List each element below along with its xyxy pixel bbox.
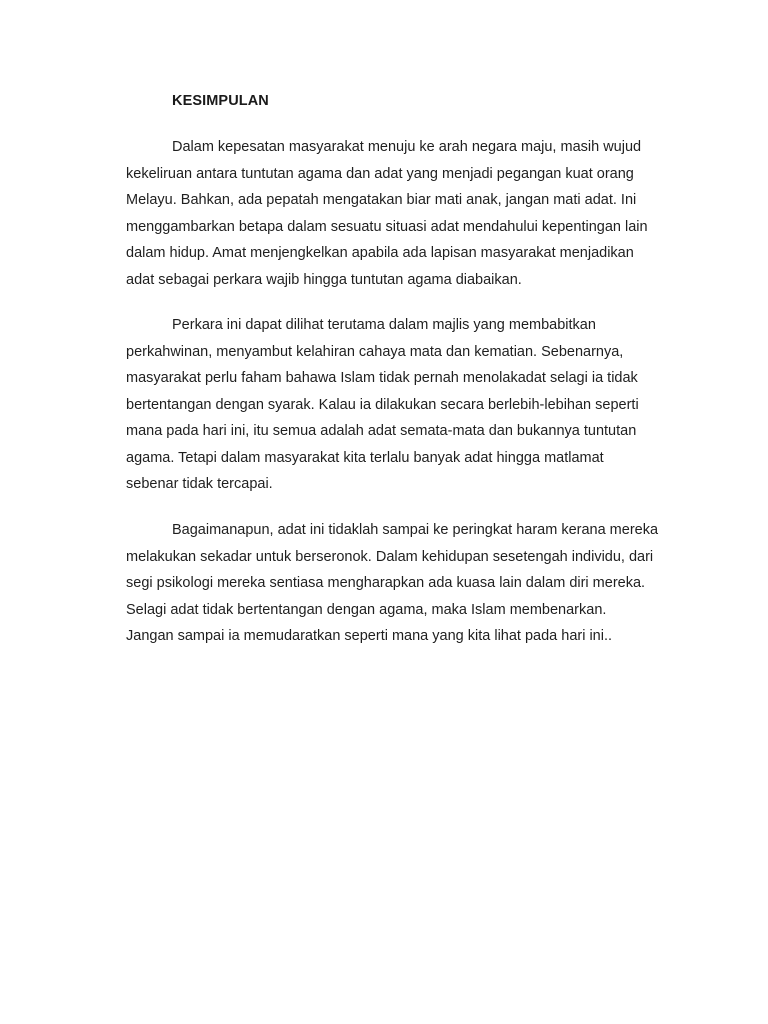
paragraph-line: melakukan sekadar untuk berseronok. Dalam kehidupan sesetengah individu, dari xyxy=(126,548,654,565)
paragraph-line: Bagaimanapun, adat ini tidaklah sampai ke peringkat haram kerana mereka xyxy=(172,522,659,538)
paragraph-line: Perkara ini dapat dilihat terutama dalam majlis yang membabitkan xyxy=(172,317,596,333)
paragraph-line: dalam hidup. Amat menjengkelkan apabila ada lapisan masyarakat menjadikan xyxy=(126,245,634,261)
paragraph-line: adat sebagai perkara wajib hingga tuntutan agama diabaikan. xyxy=(126,271,522,288)
paragraph-3 xyxy=(126,517,686,650)
paragraph-line: bertentangan dengan syarak. Kalau ia dilakukan secara berlebih-lebihan seperti xyxy=(126,396,639,413)
paragraph-line: menggambarkan betapa dalam sesuatu situasi adat mendahului kepentingan lain xyxy=(126,218,648,235)
paragraph-line: agama. Tetapi dalam masyarakat kita terlalu banyak adat hingga matlamat xyxy=(126,449,604,466)
paragraph-2 xyxy=(126,312,686,498)
paragraph-line: perkahwinan, menyambut kelahiran cahaya mata dan kematian. Sebenarnya, xyxy=(126,343,624,360)
paragraph-1 xyxy=(126,134,686,293)
paragraph-line: segi psikologi mereka sentiasa mengharapkan ada kuasa lain dalam diri mereka. xyxy=(126,575,646,591)
paragraph-line: Selagi adat tidak bertentangan dengan agama, maka Islam membenarkan. xyxy=(126,601,607,618)
paragraph-line: mana pada hari ini, itu semua adalah adat semata-mata dan bukannya tuntutan xyxy=(126,423,637,439)
paragraph-line: Jangan sampai ia memudaratkan seperti mana yang kita lihat pada hari ini.. xyxy=(126,628,613,644)
paragraph-line: masyarakat perlu faham bahawa Islam tidak pernah menolakadat selagi ia tidak xyxy=(126,370,638,386)
document-heading: KESIMPULAN xyxy=(172,93,269,109)
paragraph-line: kekeliruan antara tuntutan agama dan adat yang menjadi pegangan kuat orang xyxy=(126,165,634,182)
paragraph-line: Dalam kepesatan masyarakat menuju ke arah negara maju, masih wujud xyxy=(172,139,642,155)
paragraph-line: Melayu. Bahkan, ada pepatah mengatakan biar mati anak, jangan mati adat. Ini xyxy=(126,192,637,208)
paragraph-line: sebenar tidak tercapai. xyxy=(126,476,273,492)
